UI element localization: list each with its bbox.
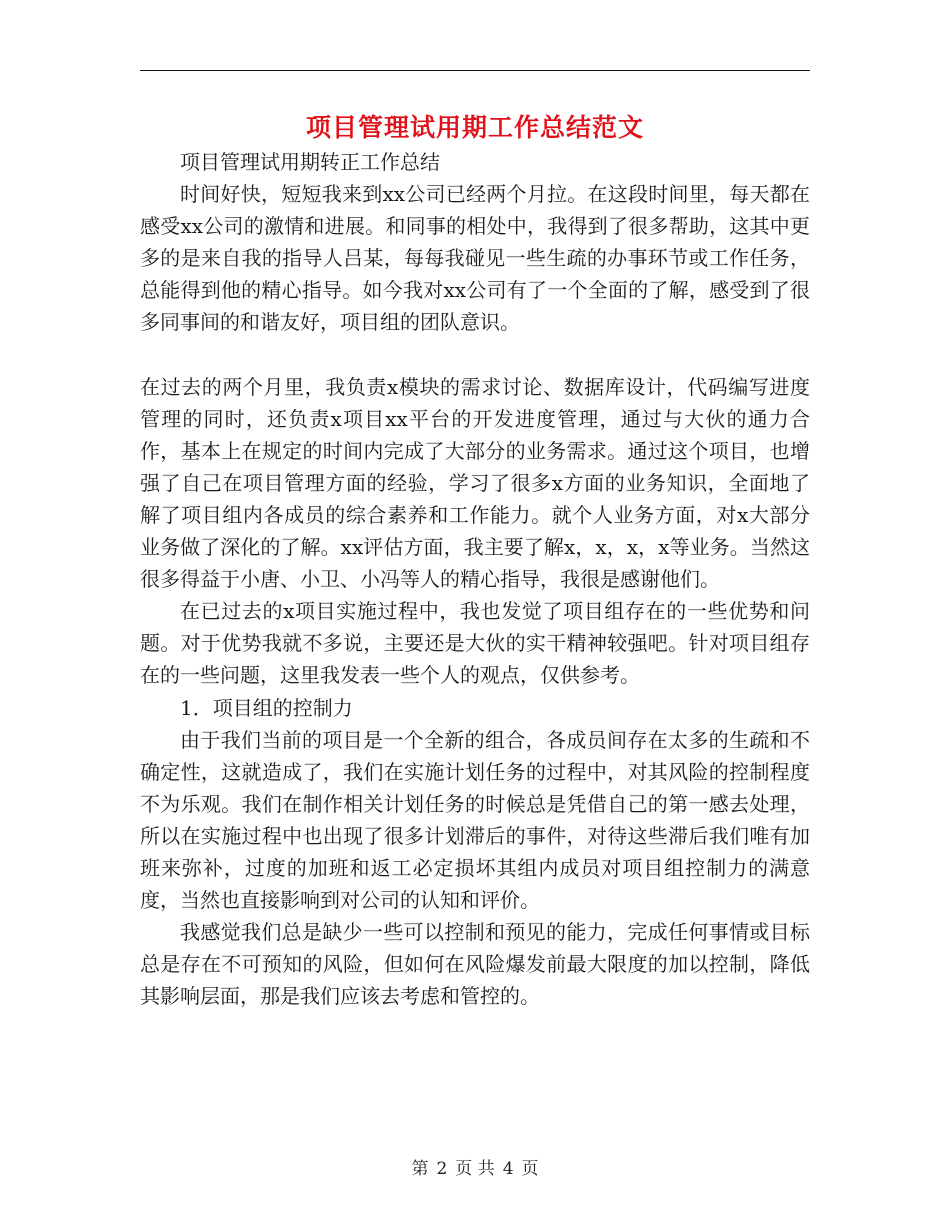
footer-prefix: 第	[411, 1159, 429, 1179]
blank-line	[140, 339, 810, 371]
control-paragraph: 由于我们当前的项目是一个全新的组合，各成员间存在太多的生疏和不确定性，这就造成了，我们在实施计划任务的过程中，对其风险的控制程度不为乐观。我们在制作相关计划任务的时候总是凭借自己的第一感去处理，所以在实施过程中也出现了很多计划滞后的事件，对待这些滞后我们唯有加班来弥补，过度的加班和返工必定损坏其组内成员对项目组控制力的满意度，当然也直接影响到对公司的认知和评价。	[140, 727, 810, 913]
section-heading-control: 1．项目组的控制力	[180, 695, 353, 720]
intro-paragraph: 时间好快，短短我来到xx公司已经两个月拉。在这段时间里，每天都在感受xx公司的激情和进展。和同事的相处中，我得到了很多帮助，这其中更多的是来自我的指导人吕某，每每我碰见一些生疏的办事环节或工作任务，总能得到他的精心指导。如今我对xx公司有了一个全面的了解，感受到了很多同事间的和谐友好，项目组的团队意识。	[140, 182, 810, 335]
document-title: 项目管理试用期工作总结范文	[305, 113, 644, 142]
page-footer	[0, 1154, 950, 1179]
subtitle-paragraph: 项目管理试用期转正工作总结	[180, 150, 440, 174]
footer-suffix: 页	[521, 1159, 539, 1179]
header-rule	[140, 70, 810, 71]
issues-intro-paragraph: 在已过去的x项目实施过程中，我也发觉了项目组存在的一些优势和问题。对于优势我就不多说，主要还是大伙的实干精神较强吧。针对项目组存在的一些问题，这里我发表一些个人的观点，仅供参考。	[140, 599, 810, 688]
footer-middle: 页 共	[455, 1159, 495, 1179]
footer-total-pages: 4	[502, 1159, 514, 1179]
conclusion-paragraph: 我感觉我们总是缺少一些可以控制和预见的能力，完成任何事情或目标总是存在不可预知的风险，但如何在风险爆发前最大限度的加以控制，降低其影响层面，那是我们应该去考虑和管控的。	[140, 920, 810, 1009]
document-body	[140, 146, 810, 1012]
work-summary-paragraph: 在过去的两个月里，我负责x模块的需求讨论、数据库设计，代码编写进度管理的同时，还负责x项目xx平台的开发进度管理，通过与大伙的通力合作，基本上在规定的时间内完成了大部分的业务需求。通过这个项目，也增强了自己在项目管理方面的经验，学习了很多x方面的业务知识，全面地了解了项目组内各成员的综合素养和工作能力。就个人业务方面，对x大部分业务做了深化的了解。xx评估方面，我主要了解x，x，x，x等业务。当然这很多得益于小唐、小卫、小冯等人的精心指导，我很是感谢他们。	[140, 374, 810, 592]
footer-page-number: 2	[436, 1159, 448, 1179]
